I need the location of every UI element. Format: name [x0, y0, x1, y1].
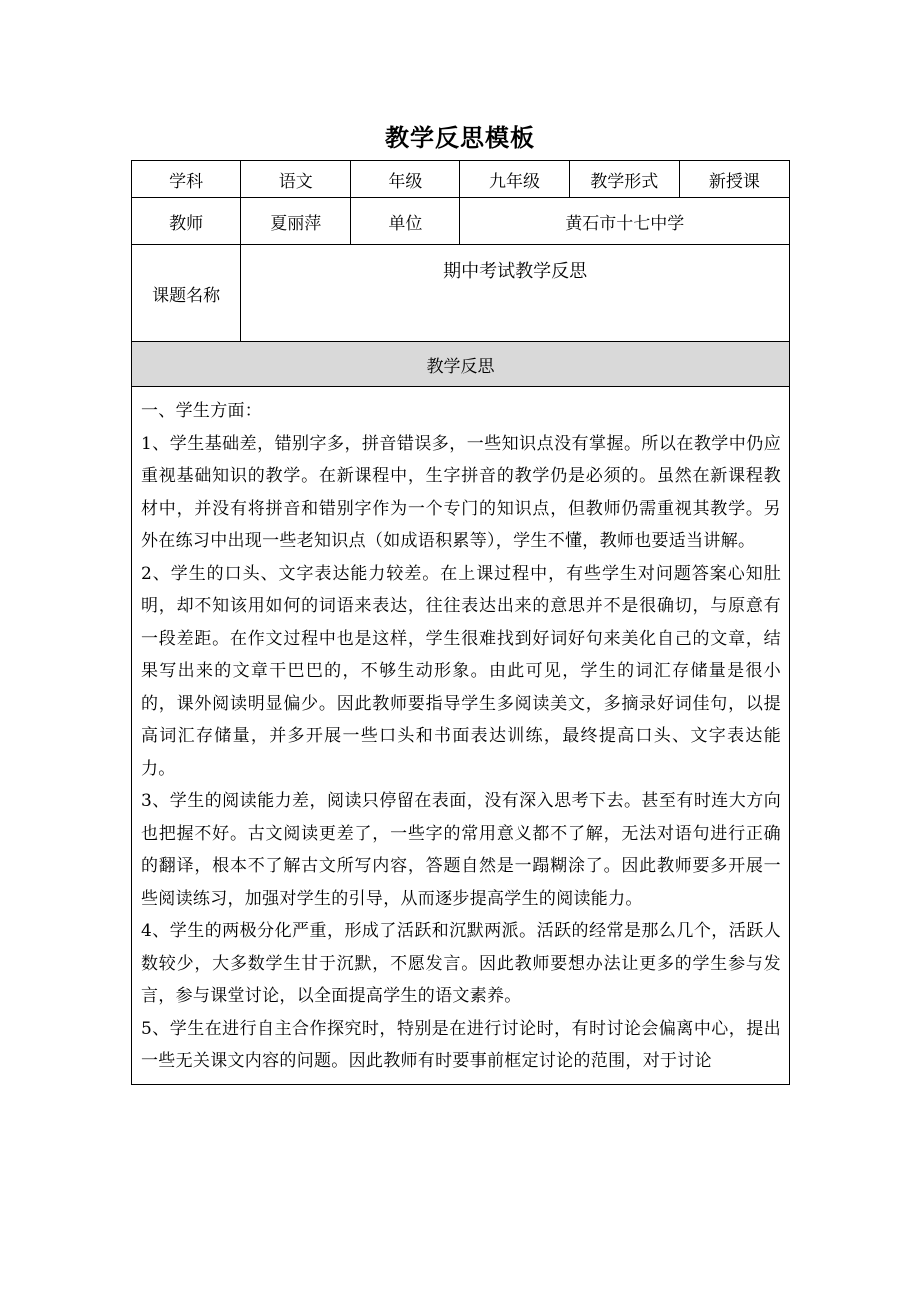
reflection-row [132, 387, 790, 1085]
reflection-paragraph-1: 1、学生基础差，错别字多，拼音错误多，一些知识点没有掌握。所以在教学中仍应重视基础知识的教学。在新课程中，生字拼音的教学仍是必须的。虽然在新课程教材中，并没有将拼音和错别字作为一个专门的知识点，但教师仍需重视其教学。另外在练习中出现一些老知识点（如成语积累等），学生不懂，教师也要适当讲解。 [141, 433, 781, 551]
reflection-heading-students: 一、学生方面： [141, 401, 263, 421]
reflection-paragraph-3: 3、学生的阅读能力差，阅读只停留在表面，没有深入思考下去。甚至有时连大方向也把握不好。古文阅读更差了，一些字的常用意义都不了解，无法对语句进行正确的翻译，根本不了解古文所写内容，答题自然是一蹋糊涂了。因此教师要多开展一些阅读练习，加强对学生的引导，从而逐步提高学生的阅读能力。 [141, 791, 781, 909]
section-header: 教学反思 [132, 342, 790, 387]
teaching-form-value: 新授课 [679, 161, 789, 198]
section-header-row [132, 342, 790, 387]
info-row-teacher [132, 198, 790, 245]
info-row-topic [132, 245, 790, 342]
grade-value: 九年级 [460, 161, 569, 198]
unit-label: 单位 [351, 198, 460, 245]
grade-label: 年级 [351, 161, 460, 198]
reflection-paragraph-4: 4、学生的两极分化严重，形成了活跃和沉默两派。活跃的经常是那么几个，活跃人数较少，大多数学生甘于沉默，不愿发言。因此教师要想办法让更多的学生参与发言，参与课堂讨论，以全面提高学生的语文素养。 [141, 921, 781, 1006]
unit-value: 黄石市十七中学 [460, 198, 790, 245]
teacher-label: 教师 [132, 198, 241, 245]
reflection-paragraph-5: 5、学生在进行自主合作探究时，特别是在进行讨论时，有时讨论会偏离中心，提出一些无关课文内容的问题。因此教师有时要事前框定讨论的范围，对于讨论 [141, 1018, 781, 1071]
topic-label: 课题名称 [132, 245, 241, 342]
teaching-form-label: 教学形式 [569, 161, 679, 198]
subject-label: 学科 [132, 161, 241, 198]
teacher-value: 夏丽萍 [241, 198, 351, 245]
lesson-info-table [131, 160, 790, 1085]
document-title: 教学反思模板 [385, 124, 535, 152]
subject-value: 语文 [241, 161, 351, 198]
info-row-subject [132, 161, 790, 198]
reflection-paragraph-2: 2、学生的口头、文字表达能力较差。在上课过程中，有些学生对问题答案心知肚明，却不知该用如何的词语来表达，往往表达出来的意思并不是很确切，与原意有一段差距。在作文过程中也是这样，学生很难找到好词好句来美化自己的文章，结果写出来的文章干巴巴的，不够生动形象。由此可见，学生的词汇存储量是很小的，课外阅读明显偏少。因此教师要指导学生多阅读美文，多摘录好词佳句，以提高词汇存储量，并多开展一些口头和书面表达训练，最终提高口头、文字表达能力。 [141, 563, 781, 779]
topic-value: 期中考试教学反思 [241, 245, 790, 342]
reflection-content [132, 387, 790, 1085]
